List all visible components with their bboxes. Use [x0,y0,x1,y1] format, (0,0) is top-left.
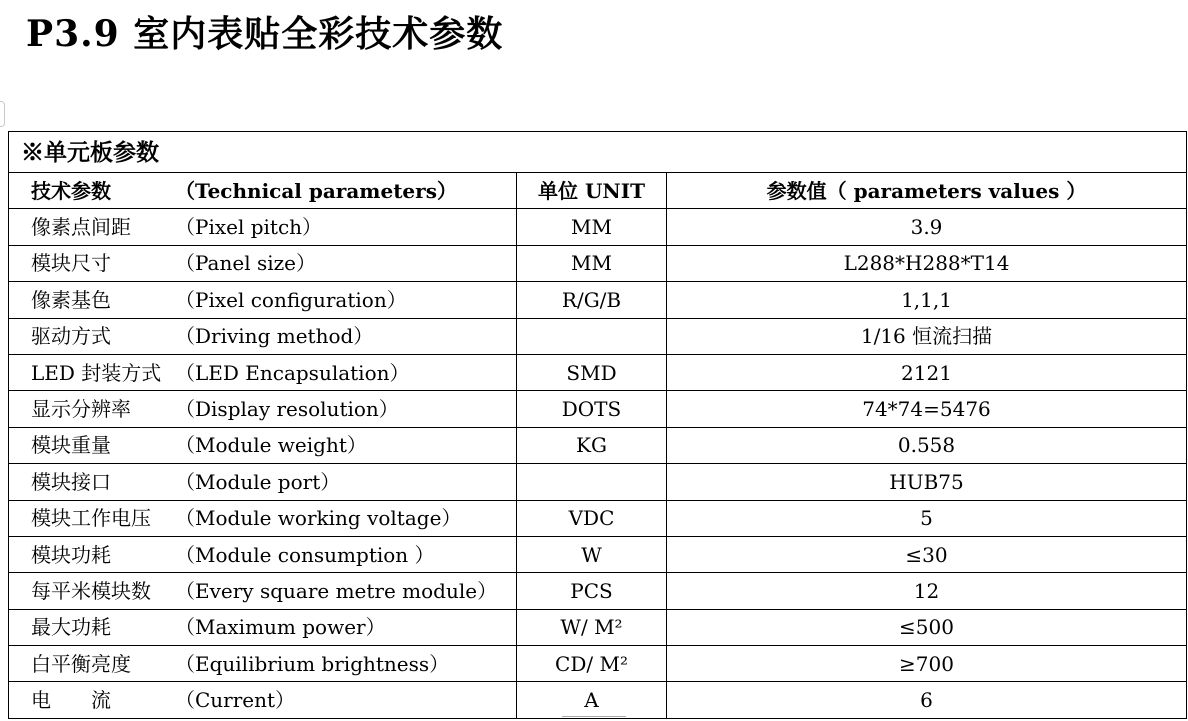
value-cell: 6 [667,682,1187,718]
unit-cell: PCS [517,573,667,609]
value-cell: 2121 [667,354,1187,390]
param-en: （Module consumption ） [175,542,435,567]
param-en: （Current） [175,688,296,713]
value-cell: 74*74=5476 [667,391,1187,427]
param-cn: 电 流 [31,688,111,713]
table-row [9,282,1187,318]
unit-cell: R/G/B [517,282,667,318]
param-cell [9,282,517,318]
value-cell: 12 [667,573,1187,609]
param-en: （Equilibrium brightness） [175,651,450,676]
param-cell [9,573,517,609]
header-param-cell [9,173,517,209]
table-row [9,682,1187,718]
param-cn: 模块接口 [31,469,111,494]
section-header-row [9,132,1187,173]
param-en: （Pixel configuration） [175,287,407,312]
table-row [9,536,1187,572]
unit-cell: MM [517,245,667,281]
unit-cell: KG [517,427,667,463]
unit-cell [517,318,667,354]
param-en: （Module working voltage） [175,506,462,531]
table-row [9,464,1187,500]
page-bottom-marker [562,716,626,721]
table-row [9,646,1187,682]
param-cell [9,536,517,572]
value-cell: 1/16 恒流扫描 [667,318,1187,354]
param-cn: 驱动方式 [31,324,111,349]
value-cell: 1,1,1 [667,282,1187,318]
param-cn: 白平衡亮度 [31,651,131,676]
param-cn: 每平米模块数 [31,578,151,603]
param-cell [9,427,517,463]
param-cn: 模块功耗 [31,542,111,567]
table-row [9,391,1187,427]
table-row [9,500,1187,536]
value-cell: HUB75 [667,464,1187,500]
header-value: 参数值（ parameters values ） [667,173,1187,209]
value-cell: 0.558 [667,427,1187,463]
param-en: （Every square metre module） [175,578,498,603]
table-row [9,427,1187,463]
param-cn: 像素点间距 [31,215,131,240]
table-row [9,609,1187,645]
param-cn: 模块重量 [31,433,111,458]
value-cell: ≥700 [667,646,1187,682]
page-edge-marker [0,101,5,127]
param-cn: 显示分辨率 [31,397,131,422]
header-param-cn: 技术参数 [31,178,111,203]
param-cell [9,682,517,718]
param-cell [9,646,517,682]
spec-table [8,131,1187,719]
header-param-en: （Technical parameters） [175,178,457,203]
value-cell: 5 [667,500,1187,536]
header-unit: 单位 UNIT [517,173,667,209]
param-en: （Panel size） [175,251,316,276]
unit-cell: W [517,536,667,572]
table-row [9,245,1187,281]
value-cell: 3.9 [667,209,1187,245]
param-cell [9,318,517,354]
param-cn: LED 封装方式 [31,360,162,385]
param-cell [9,464,517,500]
param-cell [9,209,517,245]
param-en: （Display resolution） [175,397,399,422]
unit-cell: SMD [517,354,667,390]
unit-cell [517,464,667,500]
unit-cell: DOTS [517,391,667,427]
value-cell: ≤30 [667,536,1187,572]
param-cn: 最大功耗 [31,615,111,640]
section-label: ※单元板参数 [9,132,1187,173]
value-cell: ≤500 [667,609,1187,645]
unit-cell: A [517,682,667,718]
table-row [9,318,1187,354]
param-en: （Pixel pitch） [175,215,323,240]
value-cell: L288*H288*T14 [667,245,1187,281]
param-cn: 模块尺寸 [31,251,111,276]
table-row [9,573,1187,609]
param-cell [9,354,517,390]
unit-cell: MM [517,209,667,245]
param-en: （Module weight） [175,433,367,458]
param-en: （Driving method） [175,324,374,349]
param-cell [9,245,517,281]
param-en: （LED Encapsulation） [175,360,410,385]
param-cell [9,391,517,427]
unit-cell: CD/ M² [517,646,667,682]
param-en: （Maximum power） [175,615,386,640]
table-row [9,354,1187,390]
page-title: P3.9 室内表贴全彩技术参数 [26,13,504,55]
param-cell [9,500,517,536]
param-cn: 模块工作电压 [31,506,151,531]
unit-cell: W/ M² [517,609,667,645]
param-cn: 像素基色 [31,287,111,312]
column-header-row [9,173,1187,209]
param-cell [9,609,517,645]
unit-cell: VDC [517,500,667,536]
param-en: （Module port） [175,469,341,494]
table-row [9,209,1187,245]
